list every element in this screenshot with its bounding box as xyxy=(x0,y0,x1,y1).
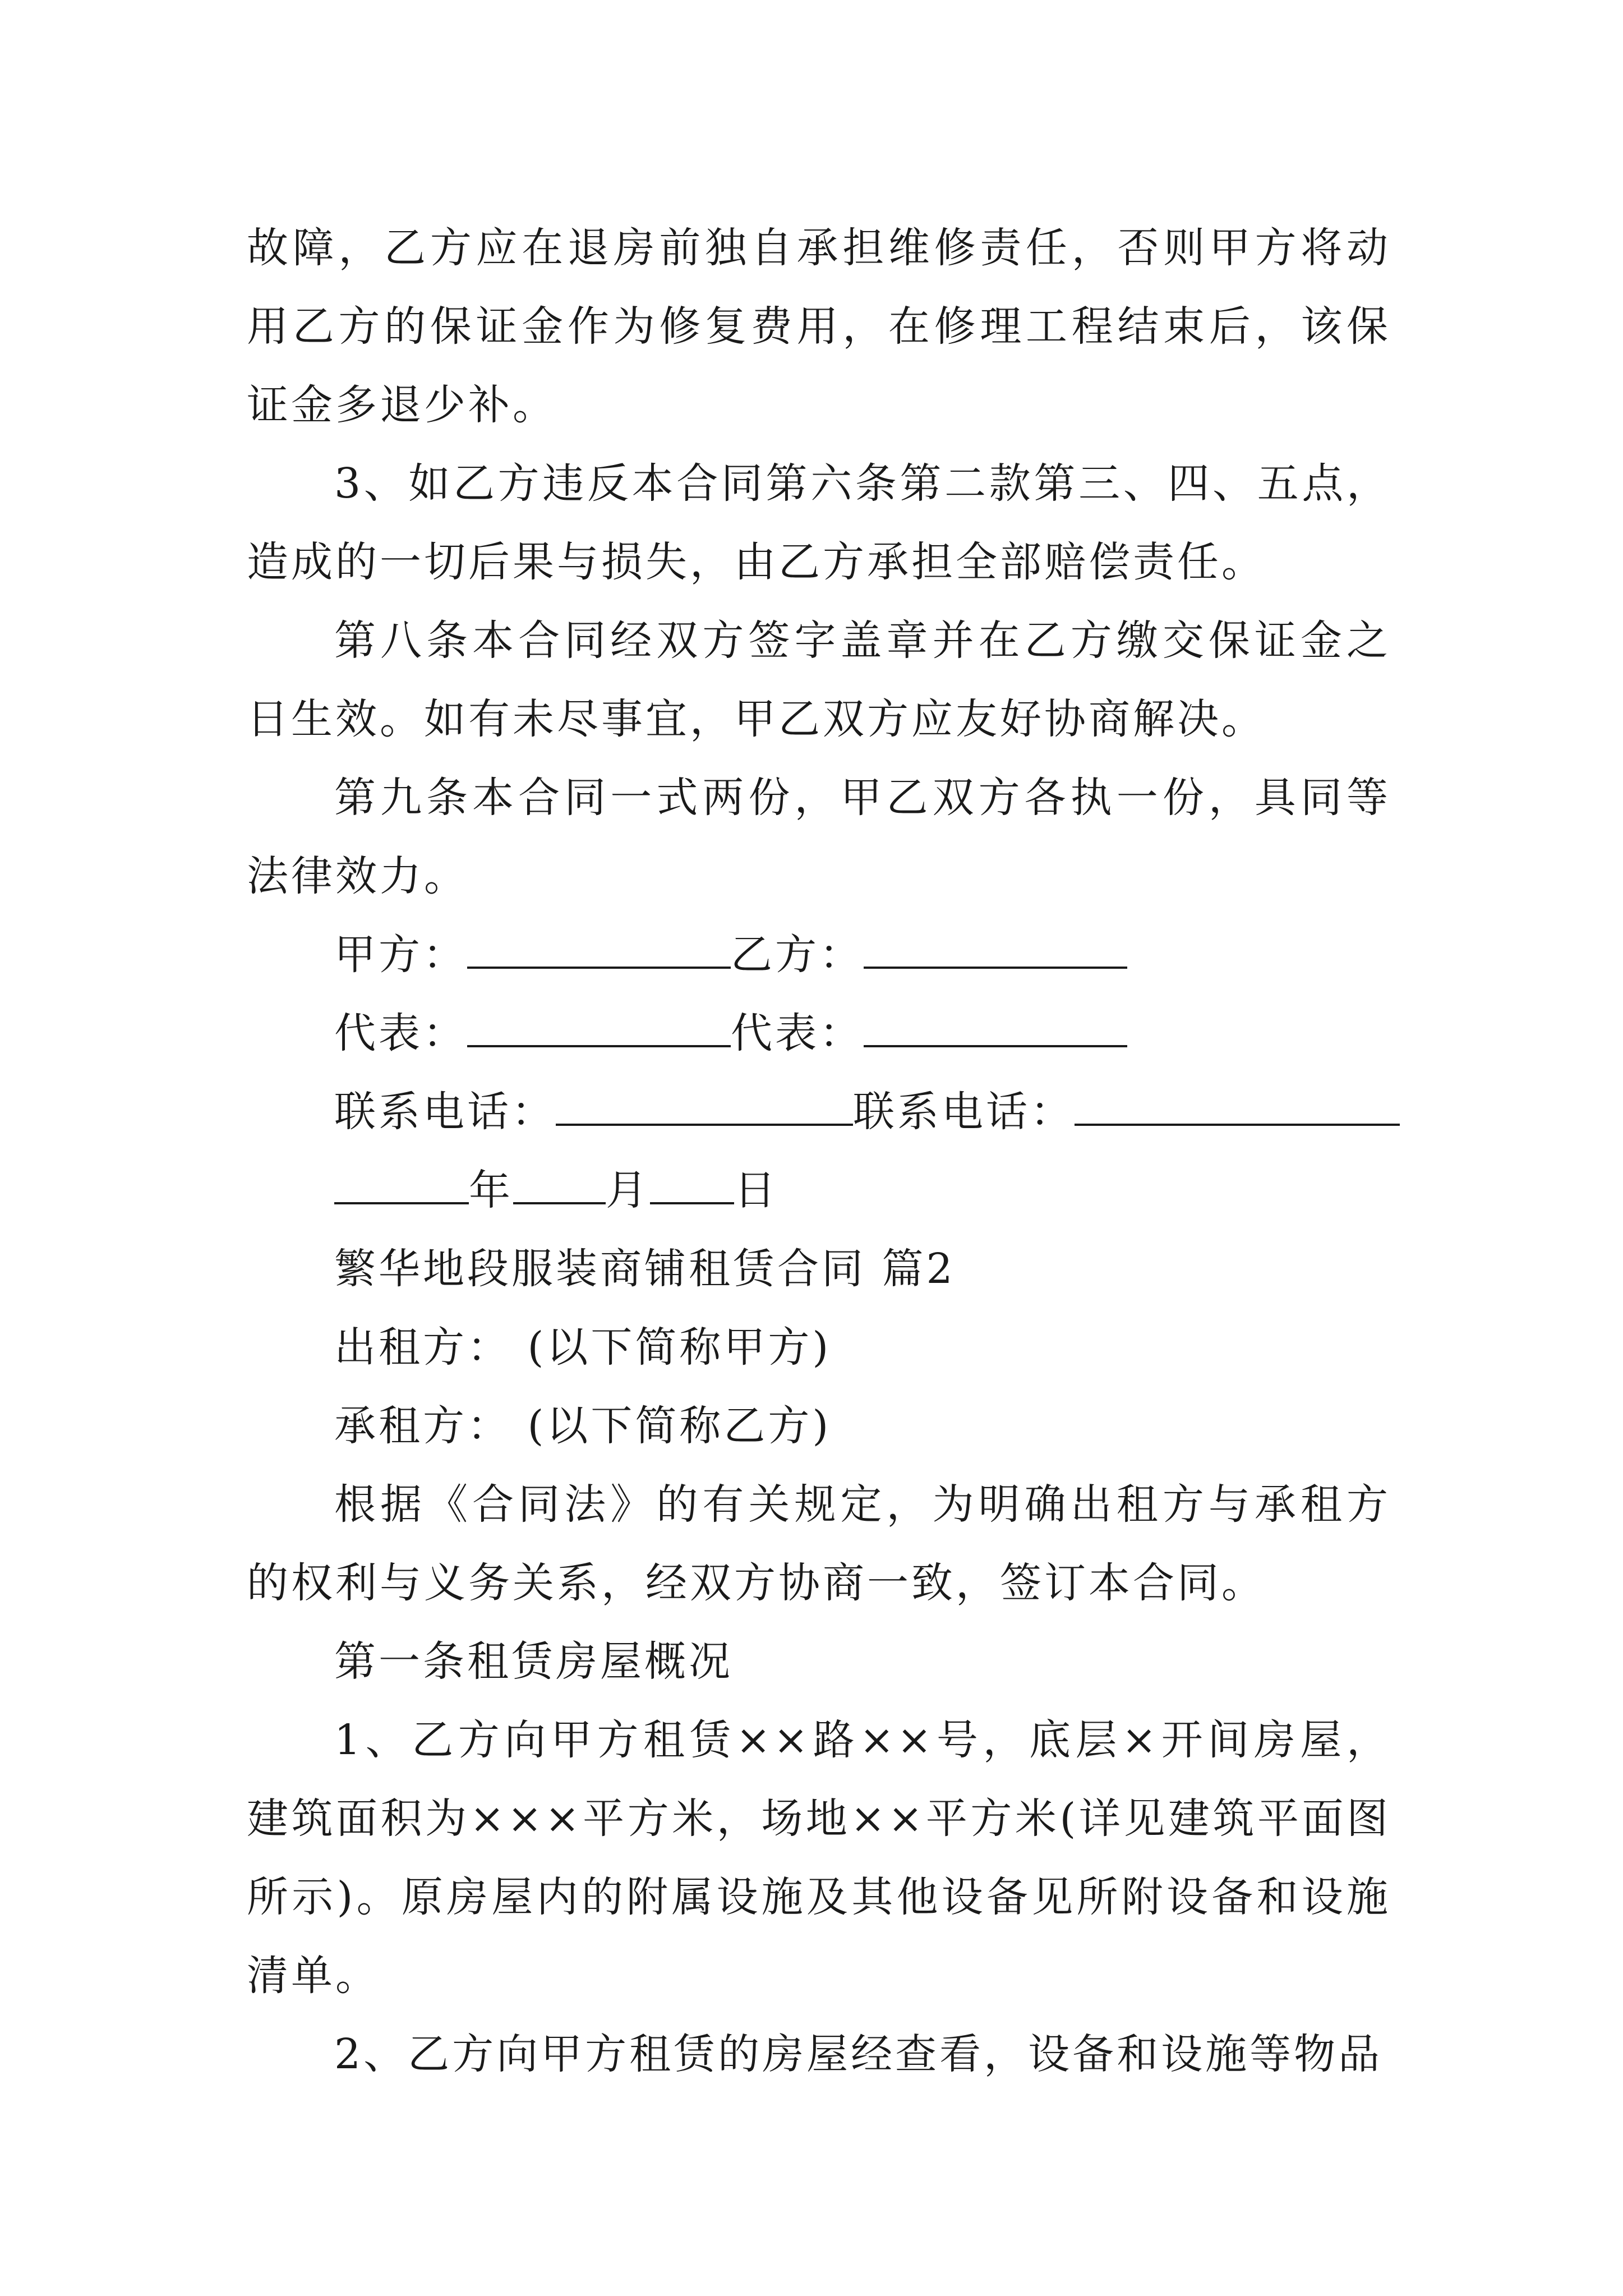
paragraph-article-8: 第八条本合同经双方签字盖章并在乙方缴交保证金之日生效。如有未尽事宜，甲乙双方应友好协商解决。 xyxy=(247,616,1391,743)
rep-a-blank xyxy=(467,998,731,1047)
paragraph-repair-liability: 故障，乙方应在退房前独自承担维修责任，否则甲方将动用乙方的保证金作为修复费用，在修理工程结束后，该保证金多退少补。 xyxy=(247,224,1391,429)
signature-row-date xyxy=(247,1151,1391,1230)
party-b-blank xyxy=(864,919,1127,969)
phone-a-blank xyxy=(556,1076,853,1126)
month-label: 月 xyxy=(606,1166,650,1214)
lessor-line: 出租方： (以下简称甲方) xyxy=(334,1323,832,1372)
party-a-blank xyxy=(467,919,731,969)
rep-b-label: 代表： xyxy=(731,1009,864,1057)
party-b-label: 乙方： xyxy=(731,931,864,979)
section2-heading: 繁华地段服装商铺租赁合同 篇2 xyxy=(334,1245,956,1293)
year-label: 年 xyxy=(469,1166,513,1214)
rep-a-label: 代表： xyxy=(334,1009,467,1057)
phone-b-blank xyxy=(1075,1076,1400,1126)
month-blank xyxy=(513,1155,606,1204)
signature-row-parties xyxy=(247,915,1391,994)
rep-b-blank xyxy=(864,998,1127,1047)
signature-row-phones xyxy=(247,1073,1391,1151)
paragraph-item-2: 2、乙方向甲方租赁的房屋经查看，设备和设施等物品 xyxy=(334,2030,1383,2078)
document-body xyxy=(247,209,1391,2093)
phone-b-label: 联系电话： xyxy=(853,1088,1075,1136)
paragraph-article-9: 第九条本合同一式两份，甲乙双方各执一份，具同等法律效力。 xyxy=(247,774,1391,900)
paragraph-intro: 根据《合同法》的有关规定，为明确出租方与承租方的权利与义务关系，经双方协商一致，签订本合同。 xyxy=(247,1480,1391,1607)
year-blank xyxy=(334,1155,469,1204)
signature-row-representatives xyxy=(247,994,1391,1073)
paragraph-item-1: 1、乙方向甲方租赁××路××号，底层×开间房屋，建筑面积为×××平方米，场地××平方米(详见建筑平面图所示)。原房屋内的附属设施及其他设备见所附设备和设施清单。 xyxy=(247,1716,1391,2000)
article-1-title: 第一条租赁房屋概况 xyxy=(334,1637,733,1686)
phone-a-label: 联系电话： xyxy=(334,1088,556,1136)
paragraph-breach-clause: 3、如乙方违反本合同第六条第二款第三、四、五点，造成的一切后果与损失，由乙方承担全部赔偿责任。 xyxy=(247,459,1391,586)
lessee-line: 承租方： (以下简称乙方) xyxy=(334,1402,832,1450)
day-blank xyxy=(650,1155,734,1204)
party-a-label: 甲方： xyxy=(334,931,467,979)
day-label: 日 xyxy=(734,1166,778,1214)
